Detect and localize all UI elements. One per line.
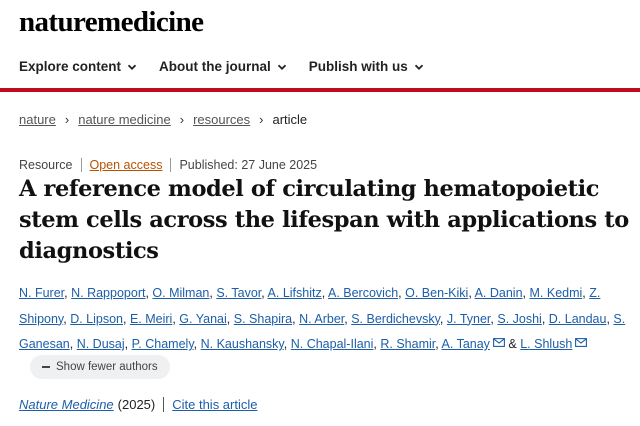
show-fewer-authors-button[interactable] <box>30 355 170 379</box>
breadcrumb-nature[interactable]: nature <box>19 112 56 127</box>
author-link[interactable]: M. Kedmi <box>529 286 583 300</box>
cite-this-article-link[interactable]: Cite this article <box>172 397 258 412</box>
article-meta <box>19 158 317 172</box>
author-link[interactable]: L. Shlush <box>520 337 573 351</box>
article-type: Resource <box>19 158 73 172</box>
journal-logo[interactable] <box>19 6 203 39</box>
author-link[interactable]: N. Kaushansky <box>200 337 284 351</box>
article-title: A reference model of circulating hematopoietic stem cells across the lifespan with applications to diagnostics <box>19 176 629 264</box>
author-link[interactable]: J. Tyner <box>446 311 491 326</box>
chevron-right-icon: › <box>259 112 264 127</box>
author-link[interactable]: S. Shapira <box>233 311 293 326</box>
logo-medicine: medicine <box>97 6 204 38</box>
author-link[interactable]: O. Milman <box>152 286 210 300</box>
author-conjunction: & <box>504 337 521 351</box>
breadcrumb-nature-medicine[interactable]: nature medicine <box>78 112 171 127</box>
show-fewer-label: Show fewer authors <box>56 361 158 373</box>
main-nav <box>19 59 424 74</box>
chevron-right-icon: › <box>179 112 185 127</box>
published-date: Published: 27 June 2025 <box>179 158 318 172</box>
nav-label: Explore content <box>19 59 122 74</box>
chevron-down-icon <box>414 62 424 72</box>
email-icon[interactable] <box>575 338 587 347</box>
citation-line <box>19 397 257 412</box>
cite-divider <box>163 397 164 412</box>
author-link[interactable]: G. Yanai <box>179 311 227 326</box>
author-link[interactable]: N. Arber <box>299 311 345 326</box>
author-link[interactable]: A. Lifshitz <box>267 286 322 300</box>
author-link[interactable]: S. Tavor <box>216 286 262 300</box>
author-link[interactable]: S. Joshi <box>497 311 542 326</box>
author-link[interactable]: N. Furer <box>19 286 65 300</box>
nav-publish-with-us[interactable] <box>309 59 424 74</box>
logo-nature: nature <box>19 6 98 38</box>
author-link[interactable]: E. Meiri <box>129 311 173 326</box>
meta-divider <box>170 158 171 172</box>
author-link[interactable]: N. Chapal-Ilani <box>290 337 374 351</box>
nav-explore-content[interactable] <box>19 59 137 74</box>
breadcrumb <box>19 112 307 127</box>
nav-about-the-journal[interactable] <box>159 59 287 74</box>
chevron-down-icon <box>277 62 287 72</box>
author-link[interactable]: D. Lipson <box>70 311 124 326</box>
breadcrumb-current: article <box>272 112 308 127</box>
minus-icon <box>42 366 50 368</box>
author-link[interactable]: P. Chamely <box>131 337 194 351</box>
author-link[interactable]: N. Rappoport <box>71 286 146 300</box>
author-list: N. Furer, N. Rappoport, O. Milman, S. Tavor, A. Lifshitz, A. Bercovich, O. Ben-Kiki, A. Danin, M. Kedmi, Z. Shipony, D. Lipson, E. Meiri, G. Yanai, S. Shapira, N. Arber, S. Berdichevsky, J. Tyner, S. Joshi, D. Landau, S. Ganesan, N. Dusaj, P. Chamely, N. Kaushansky, N. Chapal-Ilani, R. Shamir, A. Tanay & L. Shlush <box>19 286 626 351</box>
author-link[interactable]: R. Shamir <box>380 337 436 351</box>
email-icon[interactable] <box>493 338 505 347</box>
author-link[interactable]: N. Dusaj <box>76 337 125 351</box>
chevron-right-icon: › <box>64 112 70 127</box>
meta-divider <box>81 158 82 172</box>
publication-year: (2025) <box>117 397 156 412</box>
author-link[interactable]: A. Bercovich <box>327 286 399 300</box>
brand-divider <box>0 88 640 92</box>
nav-label: Publish with us <box>308 59 408 74</box>
nav-label: About the journal <box>159 59 271 74</box>
chevron-down-icon <box>127 62 137 72</box>
author-link[interactable]: O. Ben-Kiki <box>405 286 469 300</box>
author-link[interactable]: A. Tanay <box>441 337 490 351</box>
open-access-link[interactable]: Open access <box>89 158 163 172</box>
breadcrumb-resources[interactable]: resources <box>193 112 251 127</box>
author-link[interactable]: Z. Shipony <box>19 286 601 326</box>
author-link[interactable]: S. Ganesan <box>19 311 626 351</box>
author-link[interactable]: A. Danin <box>474 286 523 300</box>
author-link[interactable]: S. Berdichevsky <box>351 311 440 326</box>
journal-link[interactable]: Nature Medicine <box>19 397 114 412</box>
author-link[interactable]: D. Landau <box>548 311 607 326</box>
